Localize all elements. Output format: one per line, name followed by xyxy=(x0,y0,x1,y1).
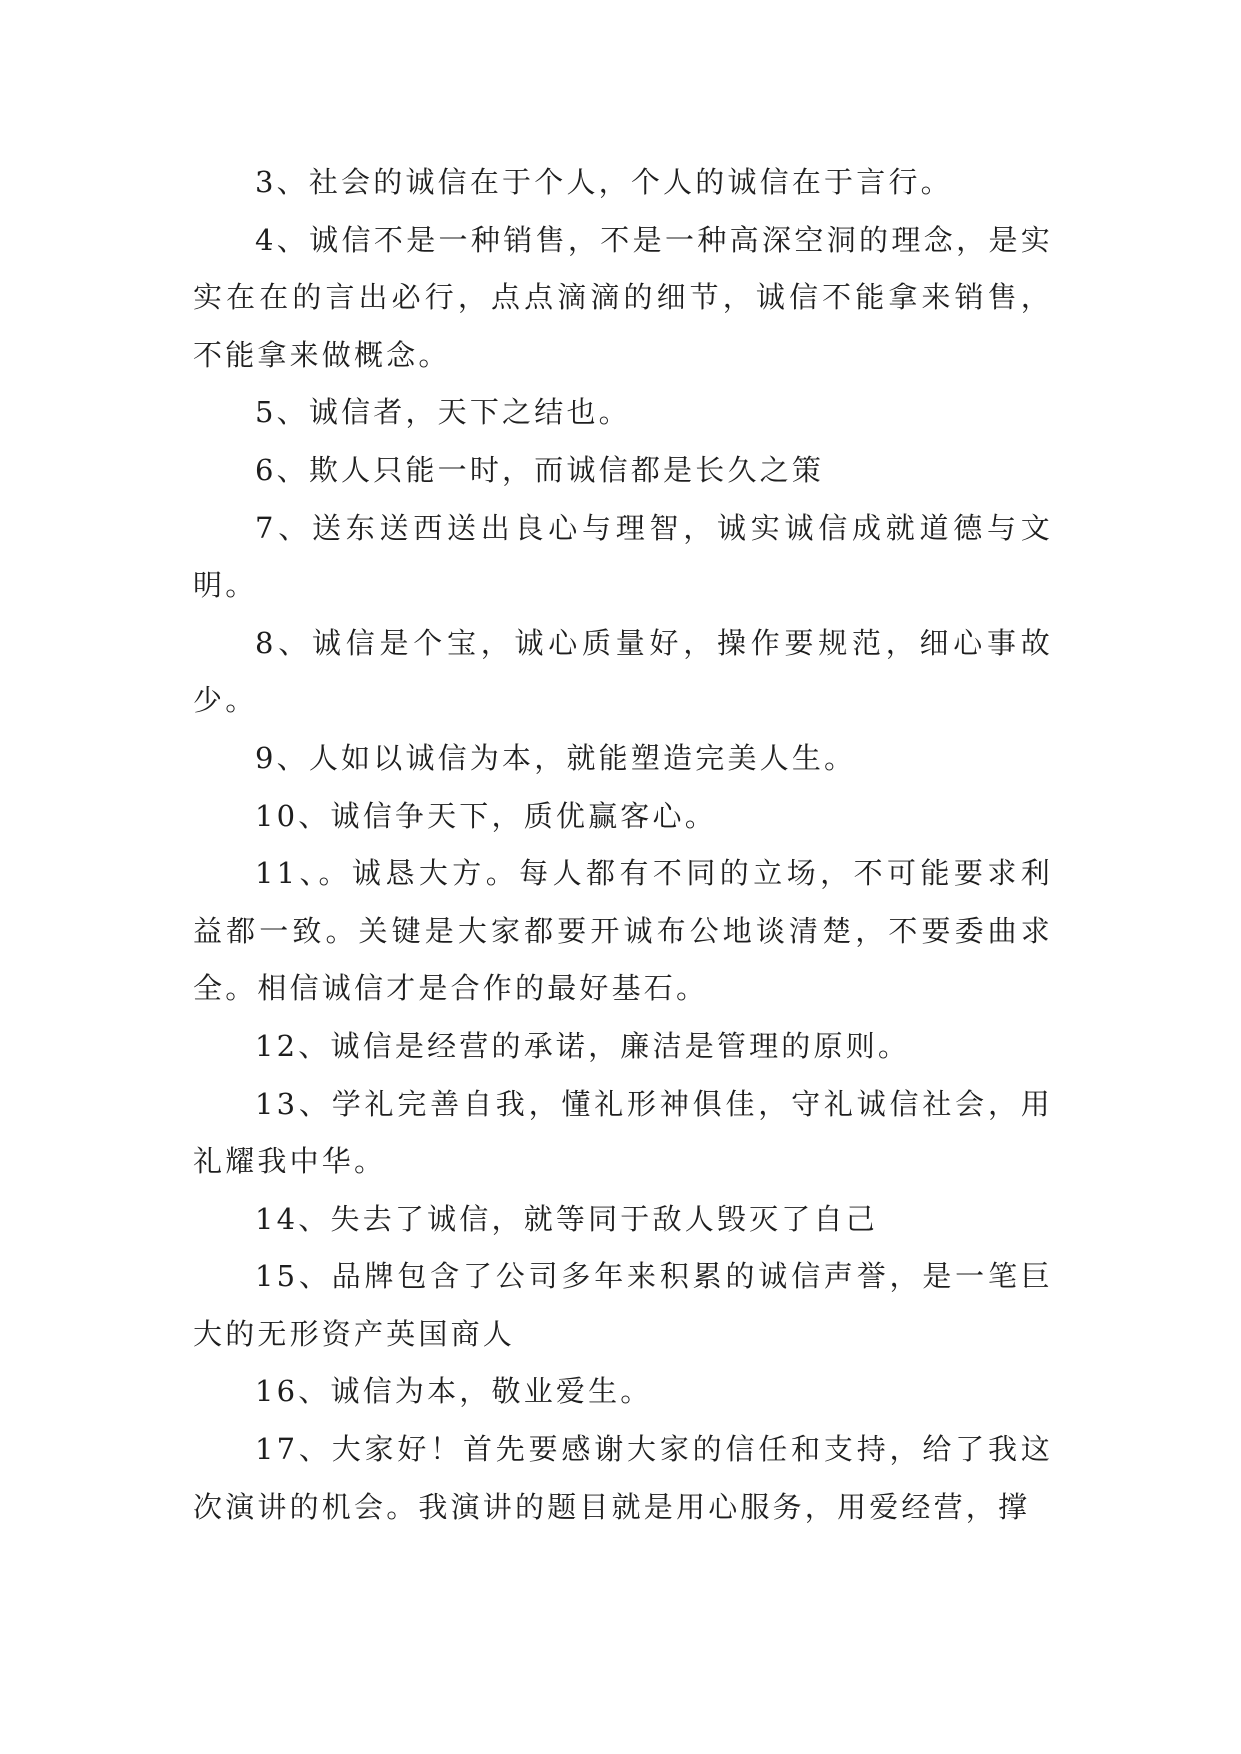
paragraph-7: 7、送东送西送出良心与理智，诚实诚信成就道德与文明。 xyxy=(193,510,1053,603)
paragraph-5: 5、诚信者，天下之结也。 xyxy=(255,395,631,430)
paragraph-12: 12、诚信是经营的承诺，廉洁是管理的原则。 xyxy=(255,1028,911,1063)
paragraph-10: 10、诚信争天下，质优赢客心。 xyxy=(255,798,717,833)
paragraph-13: 13、学礼完善自我，懂礼形神俱佳，守礼诚信社会，用礼耀我中华。 xyxy=(193,1086,1053,1179)
paragraph-8: 8、诚信是个宝，诚心质量好，操作要规范，细心事故少。 xyxy=(193,625,1053,718)
paragraph-9: 9、人如以诚信为本，就能塑造完美人生。 xyxy=(255,740,857,775)
paragraph-16: 16、诚信为本，敬业爱生。 xyxy=(255,1374,653,1409)
paragraph-15: 15、品牌包含了公司多年来积累的诚信声誉，是一笔巨大的无形资产英国商人 xyxy=(193,1259,1053,1351)
paragraph-11: 11、。诚恳大方。每人都有不同的立场，不可能要求利益都一致。关键是大家都要开诚布公地谈清楚，不要委曲求全。相信诚信才是合作的最好基石。 xyxy=(193,856,1053,1006)
paragraph-14: 14、失去了诚信，就等同于敌人毁灭了自己 xyxy=(255,1201,878,1236)
paragraph-4: 4、诚信不是一种销售，不是一种高深空洞的理念，是实实在在的言出必行，点点滴滴的细节，诚信不能拿来销售，不能拿来做概念。 xyxy=(193,222,1053,372)
paragraph-3: 3、社会的诚信在于个人，个人的诚信在于言行。 xyxy=(255,165,953,199)
document-body xyxy=(193,154,1053,1536)
paragraph-6: 6、欺人只能一时，而诚信都是长久之策 xyxy=(255,452,825,487)
paragraph-17: 17、大家好！首先要感谢大家的信任和支持，给了我这次演讲的机会。我演讲的题目就是用心服务，用爱经营，撑 xyxy=(193,1432,1053,1524)
